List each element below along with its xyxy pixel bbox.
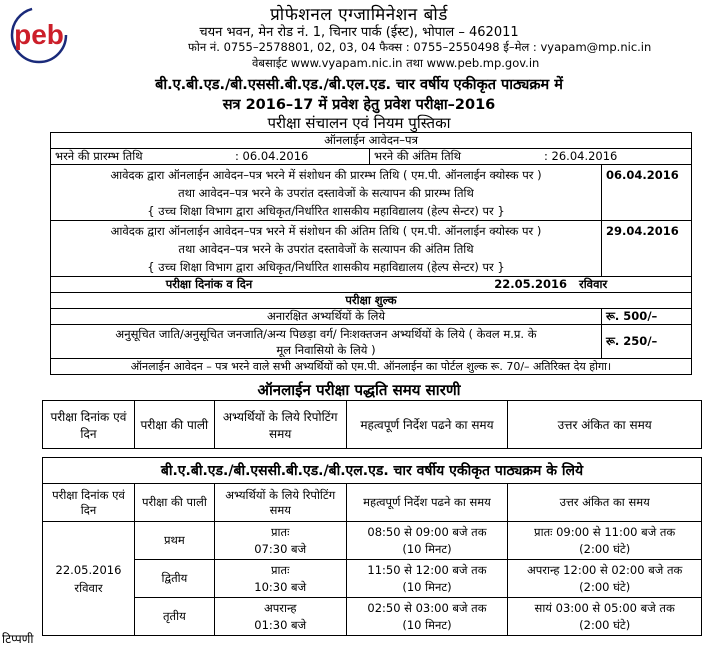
col-exam-date: परीक्षा दिनांक एवं दिन (43, 401, 135, 449)
shift-answer (508, 522, 702, 560)
start-date-value: : 06.04.2016 (235, 149, 309, 163)
col-answer-time: उत्तर अंकित का समय (508, 401, 702, 449)
correction-start-line1: आवेदक द्वारा ऑनलाईन आवेदन–पत्र भरने में संशोधन की प्रारम्भ तिथि ( एम.पी. ऑनलाईन क्योस्क पर ) (110, 167, 542, 182)
schedule-exam-day: रविवार (74, 580, 103, 595)
shift-reporting-time: 10:30 बजे (254, 579, 307, 594)
reserved-fee-value: रू. 250/– (602, 325, 692, 359)
portal-fee-note: ऑनलाईन आवेदन – पत्र भरने वाले सभी अभ्यर्थियों को एम.पी. ऑनलाईन का पोर्टल शुल्क रू. 70/– अतिरिक्त देय होगा। (51, 359, 692, 375)
shift-answer-duration: (2:00 घंटे) (579, 617, 631, 632)
shift-instruction-duration: (10 मिनट) (402, 541, 452, 556)
shift-instruction (346, 598, 508, 636)
shift-reporting-time: 07:30 बजे (254, 541, 307, 556)
schedule-exam-date-cell (43, 522, 135, 636)
shift-reporting-period: प्रातः (271, 524, 290, 539)
correction-start-line2: तथा आवेदन–पत्र भरने के उपरांत दस्तावेजों के सत्यापन की प्रारम्भ तिथि (178, 185, 474, 200)
shift-reporting-period: अपरान्ह (263, 600, 297, 615)
shift-reporting (214, 560, 346, 598)
shift-answer (508, 598, 702, 636)
shift-instruction-duration: (10 मिनट) (402, 617, 452, 632)
exam-date-value: 22.05.2016 (494, 277, 567, 291)
course-col-instruction-time: महत्वपूर्ण निर्देश पढने का समय (346, 484, 508, 522)
fees-heading: परीक्षा शुल्क (51, 293, 692, 309)
shift-instruction-range: 02:50 से 03:00 बजे तक (367, 600, 487, 615)
bottom-note: टिप्पणी (2, 632, 34, 646)
shift-instruction-duration: (10 मिनट) (402, 579, 452, 594)
course-col-reporting-time: अभ्यर्थियों के लिये रिपोटिंग समय (214, 484, 346, 522)
shift-instruction-range: 08:50 से 09:00 बजे तक (367, 524, 487, 539)
col-instruction-time: महत्वपूर्ण निर्देश पढने का समय (346, 401, 508, 449)
document-title-line2: सत्र 2016–17 में प्रवेश हेतु प्रवेश परीक्षा–2016 (222, 97, 496, 113)
unreserved-fee-label: अनारक्षित अभ्यर्थियों के लिये (51, 309, 602, 325)
shift-reporting (214, 522, 346, 560)
shift-answer-range: प्रातः 09:00 से 11:00 बजे तक (534, 524, 676, 539)
unreserved-fee-value: रू. 500/– (602, 309, 692, 325)
board-address: चयन भवन, मेन रोड नं. 1, चिनार पार्क (ईस्ट), भोपाल – 462011 (199, 25, 519, 40)
reserved-fee-label (51, 325, 602, 359)
course-col-answer-time: उत्तर अंकित का समय (508, 484, 702, 522)
logo-text: peb (14, 19, 64, 50)
application-heading: ऑनलाईन आवेदन–पत्र (51, 133, 692, 149)
table-row (43, 522, 702, 560)
shift-reporting-period: प्रातः (271, 562, 290, 577)
reserved-fee-line1: अनुसूचित जाति/अनुसूचित जनजाति/अन्य पिछड़ा वर्ग/ निःशक्तजन अभ्यर्थियों के लिये ( केवल म.प्र. के (115, 326, 537, 341)
table-row (43, 560, 702, 598)
schedule-exam-date: 22.05.2016 (55, 562, 122, 577)
table-row (43, 598, 702, 636)
end-date-value: : 26.04.2016 (544, 149, 618, 163)
shift-name: प्रथम (134, 522, 214, 560)
shift-answer-range: सायं 03:00 से 05:00 बजे तक (534, 600, 675, 615)
application-table (50, 132, 692, 375)
correction-end-line1: आवेदक द्वारा ऑनलाईन आवेदन–पत्र भरने में संशोधन की अंतिम तिथि ( एम.पी. ऑनलाईन क्योस्क पर ) (110, 223, 542, 238)
col-shift: परीक्षा की पाली (134, 401, 214, 449)
correction-end-date: 29.04.2016 (602, 221, 692, 277)
start-date-label: भरने की प्रारम्भ तिथि (55, 149, 143, 163)
shift-name: तृतीय (134, 598, 214, 636)
shift-reporting-time: 01:30 बजे (254, 617, 307, 632)
correction-start-text (51, 165, 602, 221)
reserved-fee-line2: मूल निवासियो के लिये ) (276, 342, 376, 357)
shift-answer-range: अपरान्ह 12:00 से 02:00 बजे तक (526, 562, 683, 577)
course-schedule-table (42, 457, 702, 636)
col-reporting-time: अभ्यर्थियों के लिये रिपोटिंग समय (214, 401, 346, 449)
board-name: प्रोफेशनल एग्जामिनेशन बोर्ड (270, 5, 448, 25)
exam-day-value: रविवार (579, 277, 608, 291)
exam-date-label: परीक्षा दिनांक व दिन (165, 277, 253, 291)
board-website: वेबसाईट www.vyapam.nic.in तथा www.peb.mp.gov.in (252, 56, 540, 70)
course-col-shift: परीक्षा की पाली (134, 484, 214, 522)
board-contact: फोन नं. 0755–2578801, 02, 03, 04 फैक्स : 0755–2550498 ई–मेल : vyapam@mp.nic.in (188, 40, 652, 54)
correction-start-line3: { उच्च शिक्षा विभाग द्वारा अधिकृत/निर्धारित शासकीय महाविद्यालय (हेल्प सेन्टर) पर } (147, 203, 505, 218)
shift-instruction (346, 522, 508, 560)
shift-instruction (346, 560, 508, 598)
shift-answer (508, 560, 702, 598)
shift-answer-duration: (2:00 घंटे) (579, 541, 631, 556)
document-title-line3: परीक्षा संचालन एवं नियम पुस्तिका (267, 114, 451, 132)
document-title-line1: बी.ए.बी.एड./बी.एससी.बी.एड./बी.एल.एड. चार वर्षीय एकीकृत पाठ्यक्रम में (155, 77, 563, 93)
schedule-header-table (42, 400, 702, 449)
shift-reporting (214, 598, 346, 636)
shift-name: द्वितीय (134, 560, 214, 598)
schedule-heading: ऑनलाईन परीक्षा पद्धति समय सारणी (257, 381, 461, 399)
correction-end-text (51, 221, 602, 277)
course-col-exam-date: परीक्षा दिनांक एवं दिन (43, 484, 135, 522)
course-heading: बी.ए.बी.एड./बी.एससी.बी.एड./बी.एल.एड. चार वर्षीय एकीकृत पाठ्यक्रम के लिये (43, 458, 702, 484)
correction-start-date: 06.04.2016 (602, 165, 692, 221)
correction-end-line3: { उच्च शिक्षा विभाग द्वारा अधिकृत/निर्धारित शासकीय महाविद्यालय (हेल्प सेन्टर) पर } (147, 259, 505, 274)
shift-answer-duration: (2:00 घंटे) (579, 579, 631, 594)
shift-instruction-range: 11:50 से 12:00 बजे तक (367, 562, 487, 577)
correction-end-line2: तथा आवेदन–पत्र भरने के उपरांत दस्तावेजों के सत्यापन की अंतिम तिथि (178, 241, 474, 256)
end-date-label: भरने की अंतिम तिथि (374, 149, 462, 163)
